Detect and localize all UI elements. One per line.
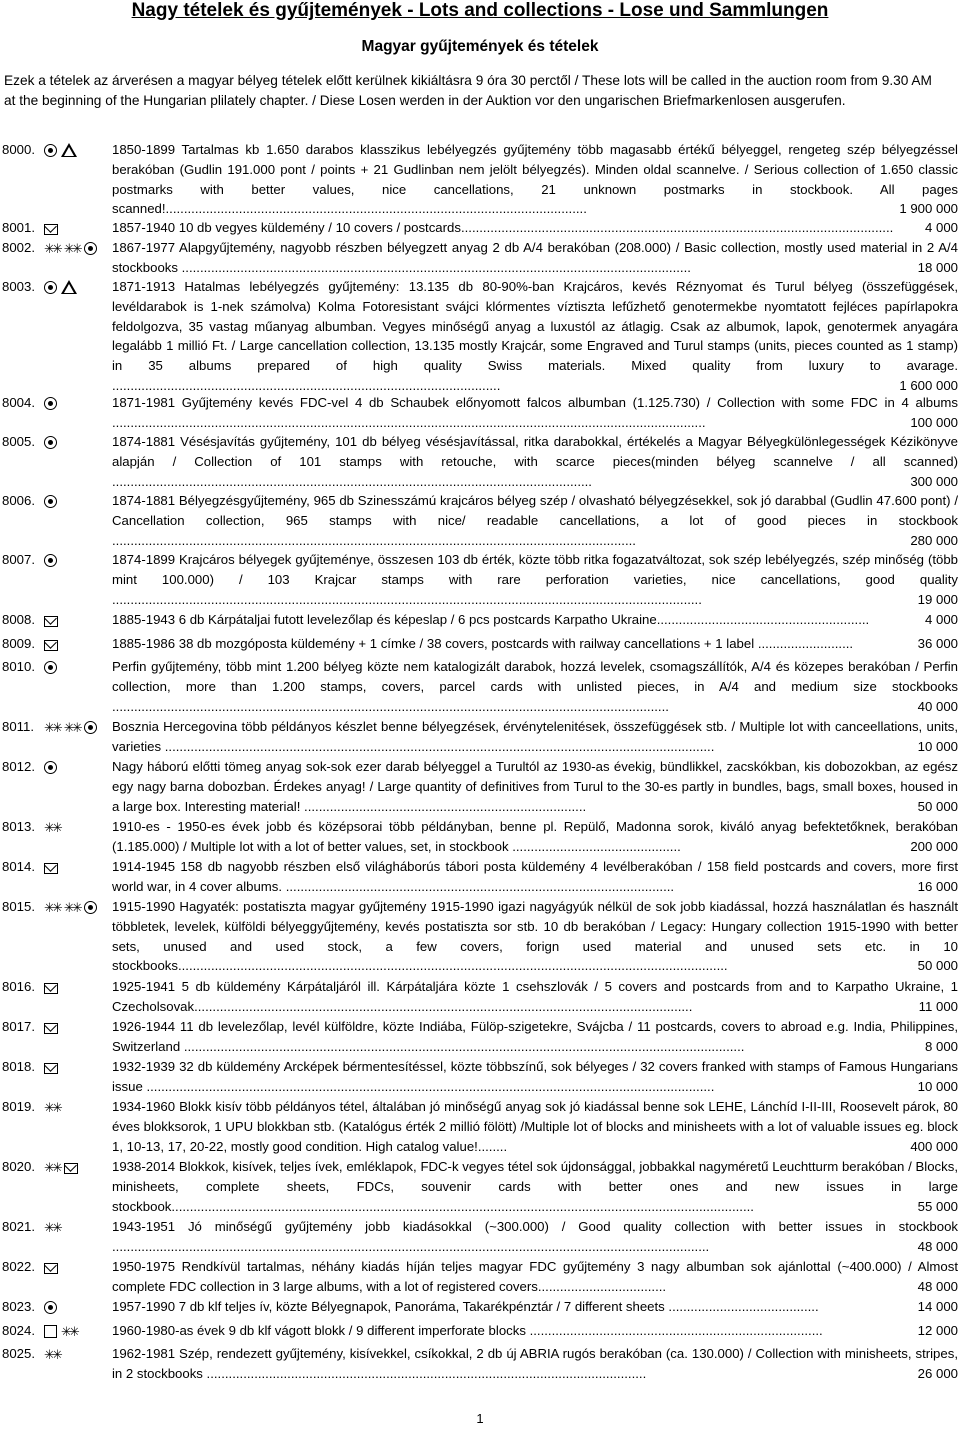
lot-text: 1850-1899 Tartalmas kb 1.650 darabos klasszikus lebélyegzés gyűjtemény több magasabb értékű bélyeggel, rengeteg szép bélyegzéssel berakóban (Gudlin 191.000 pont / points + 21 Gudlinban nem jelölt bélyegzés). Minden oldal scannelve. / Serious collection of 1.650 classic postmarks with better values, nice cancellations, 21 unknown postmarks in stockbook. All pages scanned!................................................................................................................... [112,142,958,217]
lot-price: 8 000 [924,1038,958,1054]
lot-number: 8003. [2,279,36,294]
stamp-icon [44,495,57,508]
lot-description [112,857,958,897]
lot-text: 1874-1881 Vésésjavítás gyűjtemény, 101 db bélyeg vésésjavítással, ritka darabokkal, értékelés a Magyar Bélyegkülönlegességek Kézikönyve alapján / Collection of 101 stamps with retouche, with scarce pieces(minden bélyeg scannelve / all scanned) ................................................................................................................................... [112,434,958,489]
lot-text: 1962-1981 Szép, rendezett gyűjtemény, kisívekkel, csíkokkal, 2 db új ABRIA rugós berakóban (ca. 130.000) / Collection with minisheets, stripes, in 2 stockbooks ........................................................................................................................ [112,1346,958,1381]
star-icon: ✳✳ [61,1323,77,1339]
lot-condition-icons [44,552,57,568]
lot-number: 8001. [2,220,36,235]
triangle-icon [61,143,77,157]
lot-text: 1857-1940 10 db vegyes küldemény / 10 covers / postcards...................................................................................................................... [112,220,894,235]
lot-price: 50 000 [917,798,958,814]
stamp-icon [44,1301,57,1314]
lot-price: 50 000 [917,958,958,974]
lot-number: 8011. [2,719,35,734]
lot-condition-icons [44,142,77,158]
lot-description [112,897,958,976]
lot-number: 8004. [2,395,36,410]
page-title: Nagy tételek és gyűjtemények - Lots and collections - Lose und Sammlungen [131,0,829,21]
envelope-icon [44,1263,58,1274]
lot-price: 36 000 [917,636,958,651]
lot-text: 1957-1990 7 db klf teljes ív, közte Bélyegnapok, Panoráma, Takarékpénztár / 7 different sheets ......................................... [112,1299,819,1314]
lot-number: 8000. [2,142,36,157]
lot-description [112,1017,958,1057]
lot-text: 1914-1945 158 db nagyobb részben első világháborús tábori posta küldemény 4 levélberakóban / 158 field postcards and covers, more first world war, in 4 cover albums. .......................................................................................................... [112,859,958,894]
lot-price: 40 000 [917,698,958,714]
lot-number: 8006. [2,493,36,508]
lot-description [112,657,958,716]
lot-number: 8015. [2,899,36,914]
lot-description [112,1157,958,1216]
lot-condition-icons [44,240,97,256]
lot-text: 1960-1980-as évek 9 db klf vágott blokk / 9 different imperforate blocks ................................................................................ [112,1323,823,1338]
lot-description [112,634,958,654]
star-icon: ✳✳ [44,240,60,256]
lot-text: 1932-1939 32 db küldemény Arcképek bérmentesítéssel, közte többszínű, sok bélyeges / 32 covers franked with stamps of Famous Hungarians issue ........................................................................................................................................................... [112,1059,958,1094]
lot-description [112,717,958,757]
stamp-icon [44,281,57,294]
lot-condition-icons [44,434,57,450]
star-icon: ✳✳ [63,719,80,735]
stamp-icon [44,761,57,774]
lot-number: 8012. [2,759,36,774]
square-icon [44,1325,57,1338]
lot-condition-icons [44,1259,58,1275]
lot-number: 8023. [2,1299,36,1314]
lot-price: 48 000 [917,1238,958,1254]
lot-price: 4 000 [924,612,958,627]
lot-price: 1 600 000 [899,377,958,393]
lot-price: 400 000 [910,1138,958,1154]
lot-condition-icons [44,612,58,628]
lot-price: 100 000 [910,414,958,430]
lot-number: 8021. [2,1219,36,1234]
lot-number: 8013. [2,819,36,834]
envelope-icon [64,1163,78,1174]
star-icon: ✳✳ [44,1346,60,1362]
lot-text: 1934-1960 Blokk kisív több példányos tétel, általában jó minőségű anyag sok jó kiadással benne sok LEHE, Lánchíd I-II-III, Roosevelt párok, 80 éves blokksorok, 1 UPU blokkban stb. (Katalógus érték 2 millió fölött) /Multiple lot of blocks and minisheets with a lot of valuable issues eg. block 1, 10-13, 17, 20-22, mostly good condition. High catalog value!........ [112,1099,958,1154]
lot-number: 8016. [2,979,36,994]
lot-price: 300 000 [910,473,958,489]
star-icon: ✳✳ [44,899,60,915]
lot-description [112,1321,958,1341]
stamp-icon [44,397,57,410]
lot-condition-icons [44,719,97,735]
lot-text: 1926-1944 11 db levelezőlap, levél külföldre, közte Indiába, Fülöp-szigetekre, Svájcba / 11 postcards, covers to abroad e.g. India, Philippines, Switzerland ......................................................................................................................................................... [112,1019,958,1054]
lot-condition-icons [44,1059,58,1075]
lot-number: 8009. [2,636,36,651]
lot-number: 8022. [2,1259,36,1274]
intro-paragraph: Ezek a tételek az árverésen a magyar bélyeg tételek előtt kerülnek kikiáltásra 9 óra 30 perctől / These lots will be called in the auction room from 9.30 AM at the beginning of the Hungarian plilately chapter. / Diese Losen werden in der Auktion vor den ungarischen Briefmarkenlosen ausgerufen. [4,73,932,108]
stamp-icon [84,242,97,255]
envelope-icon [44,1063,58,1074]
envelope-icon [44,616,58,627]
lot-description [112,610,958,630]
star-icon: ✳✳ [44,719,60,735]
lot-text: 1867-1977 Alapgyűjtemény, nagyobb részben bélyegzett anyag 2 db A/4 berakóban (208.000) / Basic collection, mostly used material in 2 A/4 stockbooks ........................................................................................................................................... [112,240,958,275]
lot-condition-icons [44,1323,77,1339]
lot-description [112,1057,958,1097]
stamp-icon [84,901,97,914]
lot-price: 26 000 [917,1365,958,1381]
stamp-icon [84,721,97,734]
lot-text: 1871-1981 Gyűjtemény kevés FDC-vel 4 db Schaubek előnyomott falcos albumban (1.125.730) / Collection with some FDC in 4 albums .................................................................................................................................................................. [112,395,958,430]
lot-price: 11 000 [918,998,958,1014]
lot-description [112,238,958,278]
stamp-icon [44,554,57,567]
lot-text: 1915-1990 Hagyaték: postatiszta magyar gyűjtemény 1915-1990 igazi nagyágyúk nélkül de sok jobb kiadással, hozzá használatlan és használt többletek, levelek, külföldi bélyeggyűjtemény, kevés postatiszta sor stb. 10 db berakóban / Legacy: Hungary collection 1915-1990 with better sets, unused and used stock, a few covers, forign used material and unused sets etc. in 10 stockbooks...................................................................................................................................................... [112,899,958,974]
lot-number: 8005. [2,434,36,449]
star-icon: ✳✳ [44,1099,60,1115]
lot-condition-icons [44,1299,57,1315]
lot-text: 1874-1881 Bélyegzésgyűjtemény, 965 db Szinesszámú krajcáros bélyeg szép / olvasható bélyegzésekkel, sok jó darabbal (Gudlin 47.600 pont) / Cancellation collection, 965 stamps with nice/ readable cancellations, a lot of good pieces in stockbook ............................................................................................................................................... [112,493,958,548]
lot-condition-icons [44,1219,60,1235]
lot-condition-icons [44,220,58,236]
lot-condition-icons [44,279,77,295]
lot-price: 1 900 000 [899,201,958,217]
lot-number: 8002. [2,240,36,255]
lot-text: 1885-1986 38 db mozgóposta küldemény + 1 címke / 38 covers, postcards with railway cancellations + 1 label .......................... [112,636,854,651]
lot-description [112,817,958,857]
lot-text: 1943-1951 Jó minőségű gyűjtemény jobb kiadásokkal (~300.000) / Good quality collection with better issues in stockbook ................................................................................................................................................................... [112,1219,958,1254]
lot-text: 1871-1913 Hatalmas lebélyegzés gyűjtemény: 13.135 db 80-90%-ban Krajcáros, kevés Réznyomat és Turul bélyeg (összefüggések, levéldarabok is 1-nek számolva) Kolma Fotoresistant svájci klórmentes víztiszta lefűzhető genotermekbe nyomtatott fejléces papírlapokra feldolgozva, 35 vastag műanyag albumban. Vegyes minőségű anyag a luxustól az átlagig. Csak az albumok, lapok, genotermek anyagára legalább 1 millió Ft. / Large cancellation collection, 13.135 mostly Krajcár, some Engraved and Turul stamps (units, pieces counted as 1 stamp) in 35 albums prepared of high quality Swiss materials. Mixed quality from luxury to avarage. .......................................................................................................... [112,279,958,393]
page-number: 1 [476,1411,484,1426]
lot-text: 1910-es - 1950-es évek jobb és középsorai több példányban, benne pl. Repülő, Madonna sorok, kiváló anyag befektetőknek, berakóban (1.185.000) / Multiple lot with a lot of better values, set, in stockbook .............................................. [112,819,958,854]
lot-number: 8007. [2,552,36,567]
stamp-icon [44,144,57,157]
lot-price: 48 000 [917,1278,958,1294]
envelope-icon [44,983,58,994]
lot-price: 10 000 [917,1078,958,1094]
lot-description [112,491,958,550]
lot-description [112,432,958,491]
lot-condition-icons [44,979,58,995]
lot-description [112,393,958,433]
lot-price: 14 000 [917,1299,958,1314]
lot-description [112,1217,958,1257]
lot-text: 1950-1975 Rendkívül tartalmas, néhány kiadás híján teljes magyar FDC gyűjtemény 3 nagy albumban sok ajánlottal (~400.000) / Almost complete FDC collection in 3 large albums, with a lot of registered covers................................... [112,1259,958,1294]
lot-condition-icons [44,1159,78,1175]
lot-number: 8025. [2,1346,36,1361]
lot-price: 19 000 [917,591,958,607]
lot-price: 10 000 [917,738,958,754]
lot-price: 4 000 [924,220,958,235]
star-icon: ✳✳ [63,899,80,915]
lot-description [112,1344,958,1384]
lot-text: 1938-2014 Blokkok, kisívek, teljes ívek, emléklapok, FDC-k vegyes tétel sok újdonsággal, jobbakkal nagyméretű Leuchtturm berakóban / Blocks, minisheets, complete sheets, FDCs, souvenir cards with better ones and new issues in large stockbook............................................................................................................................................................... [112,1159,958,1214]
envelope-icon [44,640,58,651]
lot-text: Perfin gyűjtemény, több mint 1.200 bélyeg közte nem katalogizált darabok, hozzá levelek, csomagszállítók, A/4 és közepes berakóban / Perfin collection, more than 1.200 stamps, covers, parcel cards with unlisted pieces, in A/4 and medium size stockbooks ........................................................................................................................................................ [112,659,958,714]
lot-price: 12 000 [917,1323,958,1338]
lot-description [112,218,958,238]
lot-number: 8020. [2,1159,36,1174]
envelope-icon [44,863,58,874]
lot-price: 18 000 [917,259,958,275]
envelope-icon [44,224,58,235]
lot-condition-icons [44,493,57,509]
lot-description [112,550,958,609]
lot-condition-icons [44,1019,58,1035]
envelope-icon [44,1023,58,1034]
lot-price: 280 000 [910,532,958,548]
lot-description [112,977,958,1017]
lot-number: 8024. [2,1323,36,1338]
lot-description [112,1097,958,1156]
lot-number: 8014. [2,859,36,874]
lot-description [112,1297,958,1317]
triangle-icon [61,280,77,294]
lot-condition-icons [44,1346,60,1362]
star-icon: ✳✳ [44,819,60,835]
lot-condition-icons [44,395,57,411]
lot-text: Nagy háború előtti tömeg anyag sok-sok ezer darab bélyeggel a Turultól az 1930-as évekig, bündlikkel, zacskókban, kis dobozokban, az egész egy nagy barna dobozban. Érdekes anyag! / Large quantity of definitives from Turul to the 30-es partly in bundles, bags, small boxes, housed in a large box. Interesting material! ............................................................................. [112,759,958,814]
lot-description [112,277,958,396]
section-subtitle: Magyar gyűjtemények és tételek [361,38,599,55]
lot-text: 1885-1943 6 db Kárpátaljai futott levelezőlap és képeslap / 6 pcs postcards Karpatho Ukraine.......................................................... [112,612,870,627]
lot-price: 200 000 [910,838,958,854]
lot-description [112,1257,958,1297]
lot-text: 1874-1899 Krajcáros bélyegek gyűjteménye, összesen 103 db érték, közte több ritka fogazatváltozat, sok szép lebélyegzés, szép minőség (több mint 100.000) / 103 Krajcar stamps with rare perforation varieties, nice cancellations, good quality ................................................................................................................................................................. [112,552,958,607]
lot-text: 1925-1941 5 db küldemény Kárpátaljáról ill. Kárpátaljára közte 1 csehszlovák / 5 covers and postcards from and to Karpatho Ukraine, 1 Czecholsovak........................................................................................................................................ [112,979,958,1014]
lot-price: 16 000 [917,878,958,894]
lot-description [112,140,958,219]
star-icon: ✳✳ [44,1159,60,1175]
stamp-icon [44,436,57,449]
lot-description [112,757,958,816]
lot-condition-icons [44,659,57,675]
lot-condition-icons [44,1099,60,1115]
lot-number: 8008. [2,612,36,627]
lot-number: 8019. [2,1099,36,1114]
lot-condition-icons [44,636,58,652]
lot-condition-icons [44,899,97,915]
lot-condition-icons [44,819,60,835]
star-icon: ✳✳ [63,240,80,256]
star-icon: ✳✳ [44,1219,60,1235]
lot-number: 8017. [2,1019,36,1034]
lot-number: 8018. [2,1059,36,1074]
stamp-icon [44,661,57,674]
lot-condition-icons [44,759,57,775]
lot-text: Bosznia Hercegovina több példányos készlet benne bélyegzések, érvénytelenitések, összefüggések stb. / Multiple lot with canceellations, units, varieties ...................................................................................................................................................... [112,719,958,754]
lot-condition-icons [44,859,58,875]
lot-price: 55 000 [917,1198,958,1214]
lot-number: 8010. [2,659,36,674]
